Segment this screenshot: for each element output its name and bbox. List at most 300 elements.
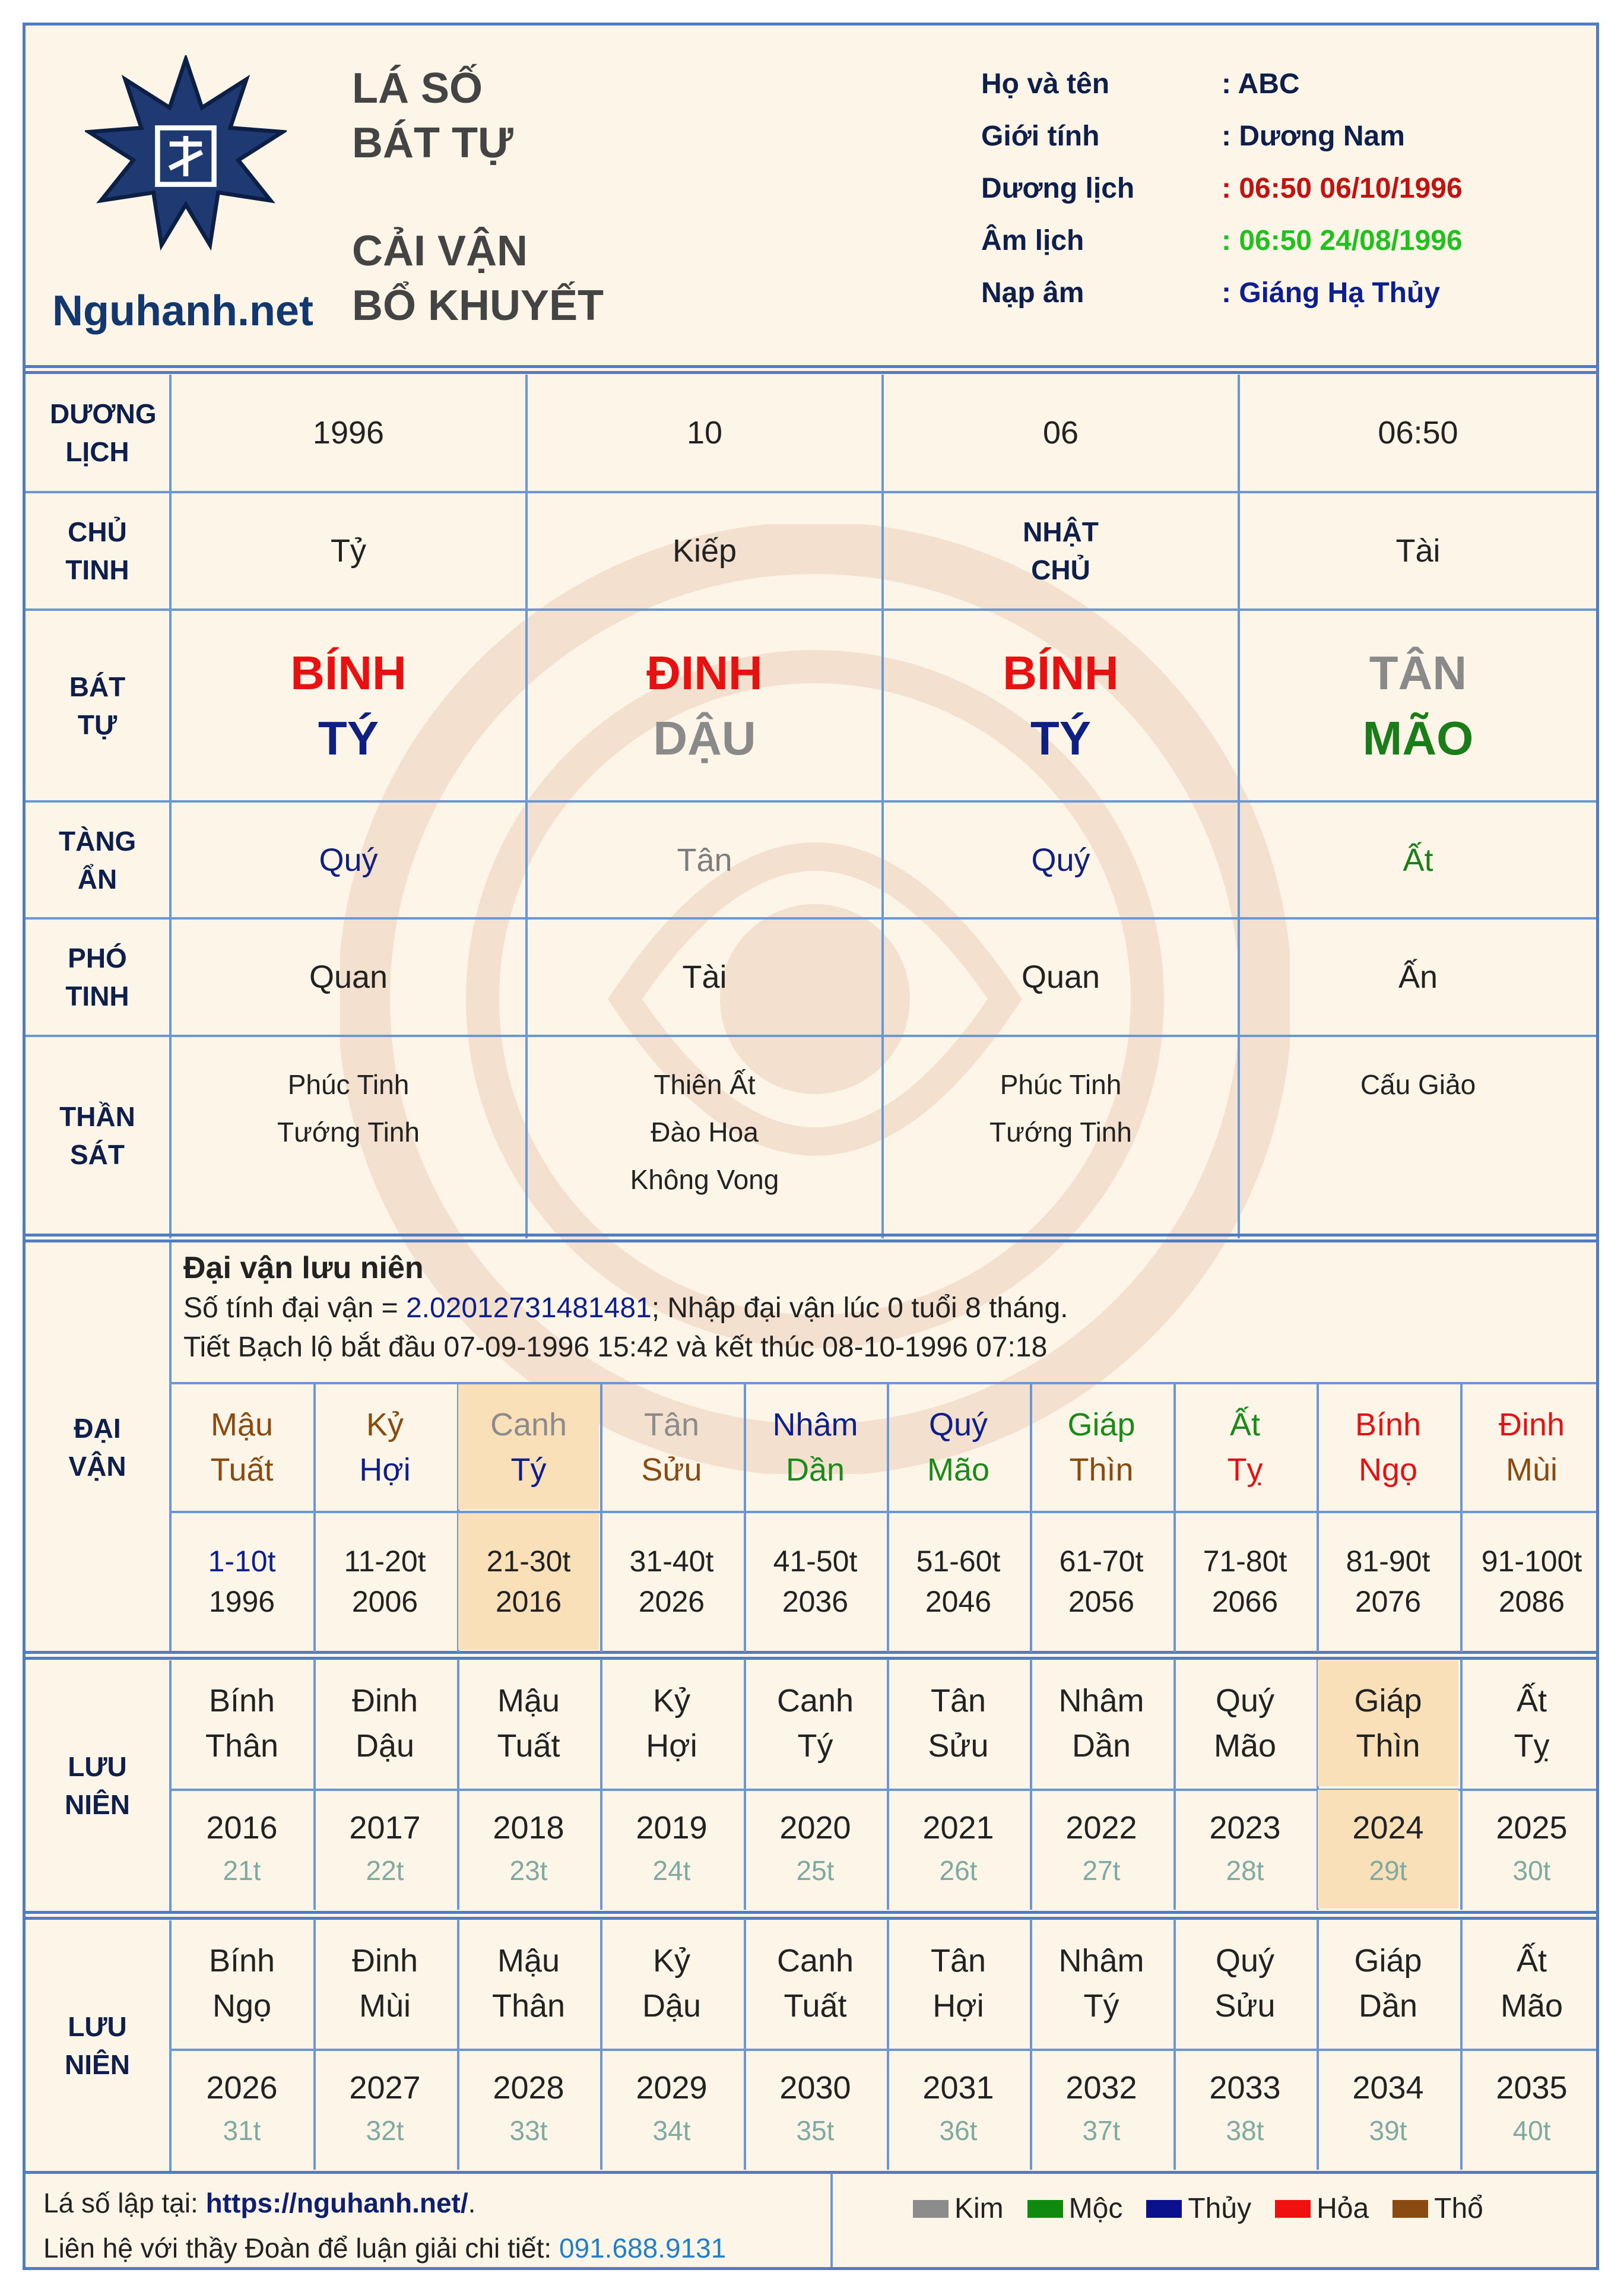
than-sat-item: Không Vong bbox=[630, 1164, 779, 1195]
dai-van-line-1-suffix: ; Nhập đại vận lúc 0 tuổi 8 tháng. bbox=[651, 1292, 1068, 1324]
header bbox=[26, 26, 1596, 365]
start-year: 1996 bbox=[208, 1585, 275, 1618]
info-label: Dương lịch bbox=[981, 173, 1135, 204]
branch: Thân bbox=[491, 1988, 566, 2024]
luu-nien-year bbox=[1031, 1790, 1172, 1909]
dai-van-age bbox=[458, 1513, 599, 1650]
legend-swatch bbox=[1027, 2200, 1063, 2218]
row-label-than-sat bbox=[26, 1037, 169, 1234]
branch: Tý bbox=[797, 1728, 833, 1764]
start-year: 2036 bbox=[782, 1585, 849, 1618]
duong-lich-day: 06 bbox=[1042, 415, 1079, 451]
luu-nien-year bbox=[315, 2050, 455, 2169]
luu-nien-year bbox=[1175, 1790, 1315, 1909]
row-label-luu-nien-1 bbox=[26, 1660, 169, 1911]
row-label-text: BÁT TỰ bbox=[69, 671, 126, 740]
stem: Kỷ bbox=[652, 1683, 691, 1719]
stem: BÍNH bbox=[1003, 646, 1119, 699]
dai-van-age bbox=[1175, 1513, 1315, 1650]
year: 2022 bbox=[1065, 1810, 1137, 1846]
legend-label: Thổ bbox=[1434, 2193, 1483, 2224]
row-label-text: LƯU NIÊN bbox=[65, 1751, 130, 1820]
bat-tu-month-pillar bbox=[528, 611, 881, 800]
info-label: Giới tính bbox=[981, 121, 1100, 152]
than-sat-day bbox=[884, 1061, 1238, 1156]
luu-nien-pillar bbox=[172, 1920, 312, 2046]
luu-nien-year bbox=[745, 2050, 886, 2169]
year: 2030 bbox=[779, 2070, 851, 2106]
stem: Bính bbox=[208, 1683, 275, 1719]
info-value: : Dương Nam bbox=[1222, 121, 1405, 152]
branch: DẬU bbox=[653, 711, 756, 765]
info-value: : 06:50 06/10/1996 bbox=[1222, 173, 1463, 204]
year: 2027 bbox=[349, 2070, 421, 2106]
branch: Tý bbox=[1083, 1988, 1119, 2024]
footer-contact: Liên hệ với thầy Đoàn để luận giải chi tiết: bbox=[43, 2233, 559, 2264]
age: 24t bbox=[652, 1855, 691, 1886]
than-sat-month bbox=[528, 1061, 881, 1203]
section-divider bbox=[26, 1239, 1596, 1242]
luu-nien-pillar bbox=[1318, 1660, 1458, 1786]
duong-lich-hour: 06:50 bbox=[1378, 415, 1458, 451]
dai-van-pillar bbox=[745, 1384, 886, 1510]
luu-nien-pillar bbox=[315, 1660, 455, 1786]
legend-label: Mộc bbox=[1068, 2193, 1123, 2224]
dai-van-age bbox=[601, 1513, 742, 1650]
start-year: 2066 bbox=[1211, 1585, 1279, 1618]
stem: Đinh bbox=[351, 1683, 418, 1719]
footer-prefix: Lá số lập tại: bbox=[43, 2188, 206, 2218]
pho-tinh-month: Tài bbox=[682, 959, 727, 995]
year: 2018 bbox=[493, 1810, 564, 1846]
stem: BÍNH bbox=[290, 646, 407, 699]
stem: Mậu bbox=[210, 1406, 274, 1443]
chart-title bbox=[352, 61, 604, 333]
branch: Tuất bbox=[210, 1451, 274, 1488]
luu-nien-year bbox=[888, 1790, 1029, 1909]
dai-van-header bbox=[183, 1248, 1549, 1367]
branch: Tỵ bbox=[1514, 1728, 1550, 1764]
luu-nien-pillar bbox=[1175, 1920, 1315, 2046]
year: 2028 bbox=[493, 2070, 564, 2106]
element-legend bbox=[913, 2192, 1507, 2225]
dai-van-pillar bbox=[1031, 1384, 1172, 1510]
luu-nien-pillar bbox=[1318, 1920, 1458, 2046]
row-label-text: THẦN SÁT bbox=[59, 1101, 135, 1170]
info-value: : Giáng Hạ Thủy bbox=[1222, 277, 1441, 309]
branch: Mão bbox=[927, 1451, 990, 1488]
age: 29t bbox=[1369, 1855, 1407, 1886]
age: 21t bbox=[223, 1855, 261, 1886]
legend-item bbox=[1146, 2192, 1251, 2225]
branch: TÝ bbox=[1030, 711, 1092, 765]
branch: Dần bbox=[785, 1451, 845, 1488]
age-range: 81-90t bbox=[1346, 1545, 1430, 1578]
luu-nien-year bbox=[1318, 2050, 1458, 2169]
start-year: 2046 bbox=[925, 1585, 992, 1618]
row-label-text: DƯƠNG LỊCH bbox=[50, 398, 157, 467]
luu-nien-year bbox=[1318, 1790, 1458, 1909]
brand-name: Nguhanh.net bbox=[52, 287, 313, 335]
luu-nien-year bbox=[1175, 2050, 1315, 2169]
branch: Thìn bbox=[1069, 1451, 1134, 1488]
than-sat-item: Đào Hoa bbox=[651, 1117, 759, 1147]
branch: Thìn bbox=[1356, 1728, 1420, 1764]
legend-item bbox=[1393, 2192, 1483, 2225]
age: 38t bbox=[1226, 2115, 1264, 2146]
stem: TÂN bbox=[1369, 646, 1467, 699]
branch: TÝ bbox=[318, 711, 379, 765]
luu-nien-pillar bbox=[172, 1660, 312, 1786]
age-range: 71-80t bbox=[1203, 1545, 1287, 1578]
dai-van-pillar bbox=[458, 1384, 599, 1510]
row-label-text: CHỦ TINH bbox=[65, 516, 129, 585]
age-range: 61-70t bbox=[1059, 1545, 1144, 1578]
bat-tu-year-pillar bbox=[172, 611, 525, 800]
info-label: Họ và tên bbox=[981, 68, 1110, 100]
chu-tinh-month: Kiếp bbox=[672, 533, 737, 569]
dai-van-heading: Đại vận lưu niên bbox=[183, 1251, 424, 1285]
dai-van-age bbox=[172, 1513, 312, 1650]
chart-sheet bbox=[23, 23, 1599, 2270]
age: 32t bbox=[366, 2115, 404, 2146]
age: 34t bbox=[652, 2115, 691, 2146]
branch: Dần bbox=[1358, 1988, 1418, 2024]
branch: Thân bbox=[205, 1728, 279, 1764]
branch: Dậu bbox=[355, 1728, 415, 1764]
footer-line-1 bbox=[43, 2180, 726, 2226]
section-divider bbox=[26, 1911, 1596, 1914]
tang-an-month: Tân bbox=[677, 842, 732, 878]
age-range: 11-20t bbox=[344, 1545, 426, 1578]
stem: ĐINH bbox=[646, 646, 763, 699]
stem: Tân bbox=[930, 1943, 987, 1979]
branch: Mão bbox=[1213, 1728, 1277, 1764]
stem: Nhâm bbox=[1058, 1943, 1144, 1979]
year: 2026 bbox=[206, 2070, 278, 2106]
age: 27t bbox=[1082, 1855, 1121, 1886]
year: 2020 bbox=[779, 1810, 851, 1846]
age-range: 51-60t bbox=[916, 1545, 1001, 1578]
legend-swatch bbox=[1146, 2200, 1182, 2218]
year: 2031 bbox=[922, 2070, 994, 2106]
luu-nien-pillar bbox=[601, 1660, 742, 1786]
stem: Canh bbox=[490, 1406, 567, 1443]
luu-nien-pillar bbox=[458, 1920, 599, 2046]
stem: Ất bbox=[1516, 1683, 1547, 1719]
dai-van-line-1-prefix: Số tính đại vận = bbox=[183, 1292, 406, 1324]
year: 2032 bbox=[1065, 2070, 1137, 2106]
dai-van-age bbox=[1461, 1513, 1599, 1650]
site-link[interactable]: https://nguhanh.net/ bbox=[205, 2188, 468, 2218]
luu-nien-pillar bbox=[888, 1920, 1029, 2046]
stem: Bính bbox=[208, 1943, 275, 1979]
luu-nien-pillar bbox=[1031, 1920, 1172, 2046]
grid-line bbox=[830, 2173, 833, 2270]
luu-nien-year bbox=[601, 1790, 742, 1909]
stem: Ất bbox=[1229, 1406, 1261, 1443]
stem: Bính bbox=[1355, 1406, 1422, 1443]
luu-nien-pillar bbox=[745, 1660, 886, 1786]
info-value: : 06:50 24/08/1996 bbox=[1222, 225, 1463, 256]
stem: Mậu bbox=[497, 1943, 560, 1979]
than-sat-item: Cấu Giảo bbox=[1360, 1069, 1476, 1100]
branch: Ngọ bbox=[212, 1988, 272, 2024]
row-label-chu-tinh bbox=[26, 493, 169, 608]
luu-nien-pillar bbox=[315, 1920, 455, 2046]
chu-tinh-day bbox=[884, 493, 1238, 608]
luu-nien-pillar bbox=[1461, 1920, 1599, 2046]
dai-van-pillar bbox=[1175, 1384, 1315, 1510]
luu-nien-pillar bbox=[888, 1660, 1029, 1786]
than-sat-hour bbox=[1240, 1061, 1596, 1108]
luu-nien-year bbox=[888, 2050, 1029, 2169]
age-range: 41-50t bbox=[773, 1545, 858, 1578]
year: 2021 bbox=[922, 1810, 994, 1846]
year: 2034 bbox=[1352, 2070, 1424, 2106]
stem: Quý bbox=[1215, 1683, 1275, 1719]
bat-tu-day-pillar bbox=[884, 611, 1238, 800]
legend-label: Kim bbox=[954, 2193, 1004, 2224]
dai-van-age bbox=[315, 1513, 455, 1650]
age: 25t bbox=[796, 1855, 835, 1886]
row-label-duong-lich bbox=[26, 375, 169, 491]
dai-van-pillar bbox=[1318, 1384, 1458, 1510]
stem: Mậu bbox=[497, 1683, 560, 1719]
year: 2033 bbox=[1209, 2070, 1281, 2106]
row-label-bat-tu bbox=[26, 611, 169, 800]
branch: MÃO bbox=[1362, 711, 1474, 765]
luu-nien-pillar bbox=[1175, 1660, 1315, 1786]
title-line-1: LÁ SỐ bbox=[352, 65, 483, 112]
legend-swatch bbox=[1393, 2200, 1428, 2218]
nhat-chu-text: NHẬT CHỦ bbox=[1023, 516, 1099, 585]
dai-van-pillar bbox=[1461, 1384, 1599, 1510]
pho-tinh-year: Quan bbox=[309, 959, 388, 995]
logo-star-icon bbox=[85, 55, 287, 257]
than-sat-item: Thiên Ất bbox=[654, 1069, 756, 1100]
than-sat-year bbox=[172, 1061, 525, 1156]
luu-nien-pillar bbox=[601, 1920, 742, 2046]
stem: Canh bbox=[776, 1943, 854, 1979]
luu-nien-pillar bbox=[1031, 1660, 1172, 1786]
duong-lich-year: 1996 bbox=[312, 415, 385, 451]
legend-item bbox=[1275, 2192, 1369, 2225]
dai-van-line-2: Tiết Bạch lộ bắt đầu 07-09-1996 15:42 và kết thúc 08-10-1996 07:18 bbox=[183, 1332, 1048, 1363]
title-line-3: CẢI VẬN bbox=[352, 227, 528, 275]
start-year: 2006 bbox=[351, 1585, 418, 1618]
stem: Nhâm bbox=[772, 1406, 858, 1443]
section-divider bbox=[26, 1657, 1596, 1660]
header-divider bbox=[26, 365, 1596, 368]
dai-van-age bbox=[745, 1513, 886, 1650]
branch: Sửu bbox=[1214, 1988, 1276, 2024]
age-range: 91-100t bbox=[1481, 1545, 1582, 1578]
branch: Ngọ bbox=[1358, 1451, 1418, 1488]
year: 2035 bbox=[1496, 2070, 1568, 2106]
branch: Mão bbox=[1500, 1988, 1563, 2024]
than-sat-item: Phúc Tinh bbox=[287, 1069, 410, 1100]
grid-line bbox=[26, 1035, 1596, 1037]
legend-label: Hỏa bbox=[1317, 2193, 1369, 2224]
start-year: 2056 bbox=[1068, 1585, 1135, 1618]
dai-van-pillar bbox=[601, 1384, 742, 1510]
duong-lich-month: 10 bbox=[686, 415, 723, 451]
stem: Quý bbox=[928, 1406, 988, 1443]
than-sat-item: Phúc Tinh bbox=[1000, 1069, 1122, 1100]
section-divider bbox=[26, 1917, 1596, 1920]
stem: Kỷ bbox=[652, 1943, 691, 1979]
footer-info bbox=[43, 2180, 726, 2270]
stem: Kỷ bbox=[366, 1406, 404, 1443]
age-range: 31-40t bbox=[629, 1545, 714, 1578]
header-divider bbox=[26, 371, 1596, 374]
luu-nien-year bbox=[315, 1790, 455, 1909]
year: 2016 bbox=[206, 1810, 278, 1846]
than-sat-item: Tướng Tinh bbox=[277, 1117, 420, 1147]
chu-tinh-year: Tỷ bbox=[331, 533, 366, 569]
than-sat-item: Tướng Tinh bbox=[989, 1117, 1132, 1147]
dai-van-age bbox=[1031, 1513, 1172, 1650]
luu-nien-pillar bbox=[458, 1660, 599, 1786]
stem: Đinh bbox=[1498, 1406, 1565, 1443]
branch: Dậu bbox=[642, 1988, 702, 2024]
age: 26t bbox=[939, 1855, 978, 1886]
age: 36t bbox=[939, 2115, 978, 2146]
row-label-text: LƯU NIÊN bbox=[65, 2011, 130, 2080]
age: 35t bbox=[796, 2115, 835, 2146]
pho-tinh-hour: Ấn bbox=[1398, 959, 1438, 995]
luu-nien-year bbox=[172, 1790, 312, 1909]
age-range: 1-10t bbox=[208, 1545, 276, 1578]
age: 40t bbox=[1512, 2115, 1551, 2146]
branch: Hợi bbox=[646, 1728, 697, 1764]
stem: Nhâm bbox=[1058, 1683, 1144, 1719]
branch: Tuất bbox=[497, 1728, 560, 1764]
age: 23t bbox=[509, 1855, 548, 1886]
section-divider bbox=[26, 1234, 1596, 1237]
tang-an-year: Quý bbox=[319, 842, 378, 878]
row-label-tang-an bbox=[26, 803, 169, 917]
dai-van-age bbox=[1318, 1513, 1458, 1650]
year: 2019 bbox=[636, 1810, 708, 1846]
start-year: 2016 bbox=[495, 1585, 562, 1618]
start-year: 2026 bbox=[638, 1585, 705, 1618]
branch: Mùi bbox=[359, 1988, 411, 2024]
branch: Hợi bbox=[932, 1988, 984, 2024]
bat-tu-hour-pillar bbox=[1240, 611, 1596, 800]
luu-nien-year bbox=[458, 2050, 599, 2169]
legend-item bbox=[1027, 2192, 1123, 2225]
row-label-dai-van bbox=[26, 1242, 169, 1652]
branch: Tuất bbox=[784, 1988, 847, 2024]
chu-tinh-hour: Tài bbox=[1395, 533, 1441, 569]
legend-swatch bbox=[1275, 2200, 1311, 2218]
branch: Sửu bbox=[928, 1728, 989, 1764]
stem: Giáp bbox=[1354, 1683, 1422, 1719]
row-label-pho-tinh bbox=[26, 920, 169, 1035]
footer-line-2 bbox=[43, 2226, 726, 2270]
year: 2017 bbox=[349, 1810, 421, 1846]
age: 28t bbox=[1226, 1855, 1264, 1886]
info-label: Âm lịch bbox=[981, 225, 1084, 256]
phone-number[interactable]: 091.688.9131 bbox=[559, 2233, 727, 2264]
year: 2029 bbox=[636, 2070, 708, 2106]
luu-nien-year bbox=[458, 1790, 599, 1909]
age: 39t bbox=[1369, 2115, 1407, 2146]
year: 2025 bbox=[1496, 1810, 1568, 1846]
luu-nien-pillar bbox=[1461, 1660, 1599, 1786]
stem: Giáp bbox=[1067, 1406, 1135, 1443]
branch: Mùi bbox=[1505, 1451, 1558, 1488]
age: 31t bbox=[223, 2115, 261, 2146]
row-label-luu-nien-2 bbox=[26, 1920, 169, 2171]
tang-an-hour: Ất bbox=[1403, 842, 1433, 878]
stem: Quý bbox=[1215, 1943, 1275, 1979]
start-year: 2076 bbox=[1355, 1585, 1422, 1618]
stem: Đinh bbox=[351, 1943, 418, 1979]
luu-nien-year bbox=[745, 1790, 886, 1909]
footer-suffix: . bbox=[468, 2188, 476, 2218]
age: 30t bbox=[1512, 1855, 1551, 1886]
section-divider bbox=[26, 1651, 1596, 1654]
age: 33t bbox=[509, 2115, 548, 2146]
footer-divider bbox=[26, 2171, 1596, 2174]
stem: Canh bbox=[776, 1683, 854, 1719]
luu-nien-pillar bbox=[745, 1920, 886, 2046]
stem: Ất bbox=[1516, 1943, 1547, 1979]
tang-an-day: Quý bbox=[1031, 842, 1090, 878]
luu-nien-year bbox=[172, 2050, 312, 2169]
stem: Tân bbox=[643, 1406, 700, 1443]
dai-van-pillar bbox=[888, 1384, 1029, 1510]
branch: Tý bbox=[510, 1451, 547, 1488]
dai-van-line-1 bbox=[183, 1289, 1549, 1328]
dai-van-age bbox=[888, 1513, 1029, 1650]
row-label-text: TÀNG ẨN bbox=[59, 825, 137, 895]
legend-item bbox=[913, 2192, 1004, 2225]
luu-nien-year bbox=[1031, 2050, 1172, 2169]
year: 2024 bbox=[1352, 1810, 1424, 1846]
age: 22t bbox=[366, 1855, 404, 1886]
pho-tinh-day: Quan bbox=[1021, 959, 1100, 995]
age: 37t bbox=[1082, 2115, 1121, 2146]
legend-label: Thủy bbox=[1188, 2193, 1252, 2224]
branch: Dần bbox=[1071, 1728, 1131, 1764]
row-label-text: ĐẠI VẬN bbox=[68, 1413, 126, 1482]
info-value: : ABC bbox=[1222, 68, 1300, 100]
dai-van-pillar bbox=[172, 1384, 312, 1510]
age-range: 21-30t bbox=[486, 1545, 571, 1578]
stem: Tân bbox=[930, 1683, 987, 1719]
info-label: Nạp âm bbox=[981, 277, 1084, 309]
start-year: 2086 bbox=[1498, 1585, 1565, 1618]
title-line-4: BỔ KHUYẾT bbox=[352, 282, 604, 329]
branch: Sửu bbox=[641, 1451, 702, 1488]
luu-nien-year bbox=[601, 2050, 742, 2169]
luu-nien-year bbox=[1461, 2050, 1599, 2169]
branch: Hợi bbox=[359, 1451, 411, 1488]
legend-swatch bbox=[913, 2200, 949, 2218]
dai-van-number: 2.02012731481481 bbox=[405, 1292, 652, 1324]
row-label-text: PHÓ TINH bbox=[65, 943, 129, 1012]
luu-nien-year bbox=[1461, 1790, 1599, 1909]
title-line-2: BÁT TỰ bbox=[352, 119, 513, 167]
dai-van-pillar bbox=[315, 1384, 455, 1510]
stem: Giáp bbox=[1354, 1943, 1422, 1979]
branch: Tỵ bbox=[1227, 1451, 1263, 1488]
year: 2023 bbox=[1209, 1810, 1281, 1846]
